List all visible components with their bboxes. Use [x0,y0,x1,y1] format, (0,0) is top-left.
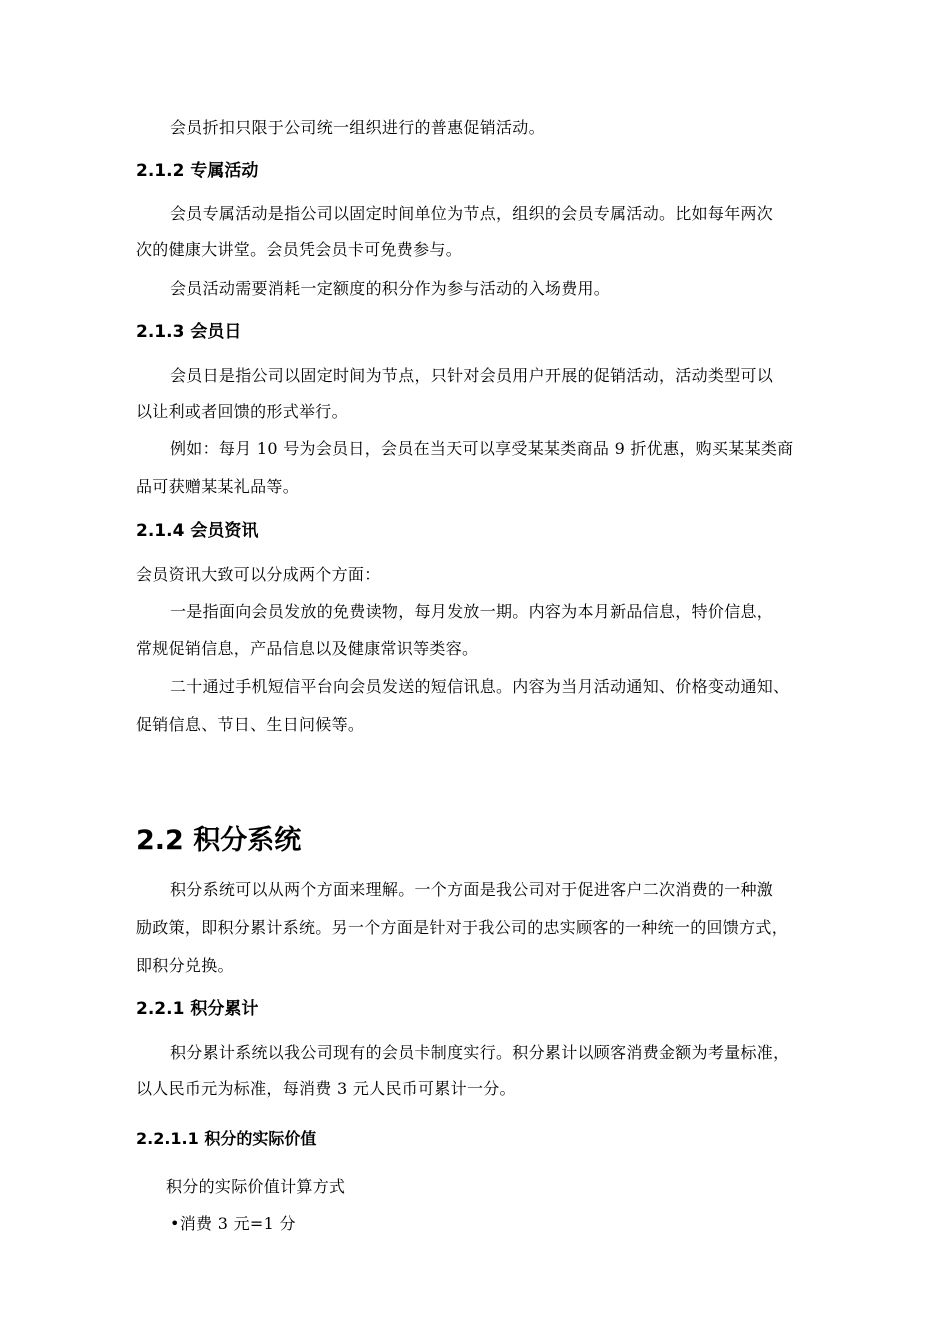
paragraph-points-system-line2: 励政策，即积分累计系统。另一个方面是针对于我公司的忠实顾客的一种统一的回馈方式， [136,918,789,937]
paragraph-accumulation-line1: 积分累计系统以我公司现有的会员卡制度实行。积分累计以顾客消费金额为考量标准， [170,1043,790,1062]
heading-2-1-4: 2.1.4 会员资讯 [136,521,259,541]
paragraph-accumulation-line2: 以人民币元为标准，每消费 3 元人民币可累计一分。 [136,1079,516,1098]
paragraph-value-calc: 积分的实际价值计算方式 [166,1177,346,1196]
paragraph-points-system-line1: 积分系统可以从两个方面来理解。一个方面是我公司对于促进客户二次消费的一种激 [170,880,774,899]
paragraph-exclusive-line2: 次的健康大讲堂。会员凭会员卡可免费参与。 [136,240,463,259]
paragraph-exclusive-line1: 会员专属活动是指公司以固定时间单位为节点，组织的会员专属活动。比如每年两次 [170,204,774,223]
heading-2-2: 2.2 积分系统 [136,825,302,856]
heading-2-2-1: 2.2.1 积分累计 [136,999,259,1019]
paragraph-news-intro: 会员资讯大致可以分成两个方面： [136,565,381,584]
paragraph-news-one-line2: 常规促销信息，产品信息以及健康常识等类容。 [136,639,479,658]
bullet-item-consume: •消费 3 元=1 分 [170,1214,296,1233]
paragraph-news-two-line1: 二十通过手机短信平台向会员发送的短信讯息。内容为当月活动通知、价格变动通知、 [170,677,790,696]
paragraph-discount: 会员折扣只限于公司统一组织进行的普惠促销活动。 [170,118,545,137]
paragraph-exclusive-points: 会员活动需要消耗一定额度的积分作为参与活动的入场费用。 [170,279,611,298]
paragraph-example-line2: 品可获赠某某礼品等。 [136,477,300,496]
paragraph-example-line1: 例如：每月 10 号为会员日，会员在当天可以享受某某类商品 9 折优惠，购买某某类商 [170,439,794,458]
heading-2-1-3: 2.1.3 会员日 [136,322,242,342]
paragraph-news-one-line1: 一是指面向会员发放的免费读物，每月发放一期。内容为本月新品信息，特价信息， [170,602,774,621]
paragraph-member-day-line2: 以让利或者回馈的形式举行。 [136,402,348,421]
heading-2-2-1-1: 2.2.1.1 积分的实际价值 [136,1129,317,1148]
paragraph-news-two-line2: 促销信息、节日、生日问候等。 [136,715,365,734]
paragraph-member-day-line1: 会员日是指公司以固定时间为节点，只针对会员用户开展的促销活动，活动类型可以 [170,366,774,385]
heading-2-1-2: 2.1.2 专属活动 [136,161,259,181]
paragraph-points-system-line3: 即积分兑换。 [136,956,234,975]
